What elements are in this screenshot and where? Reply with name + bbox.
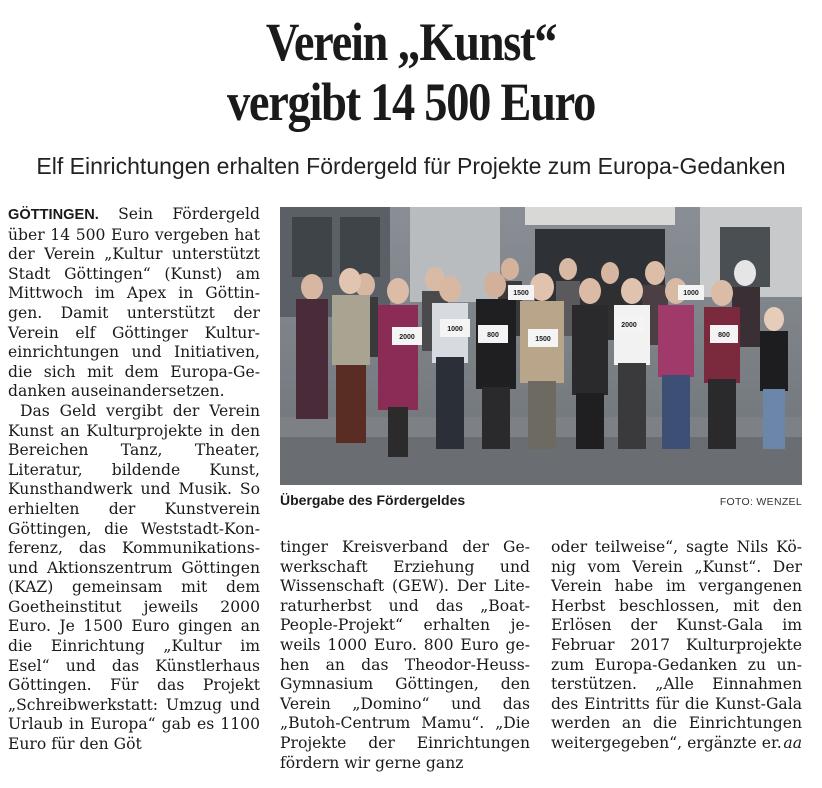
sign-label-3: 800: [487, 332, 499, 339]
sign-label-2: 1000: [447, 326, 463, 333]
article-column-1: [8, 205, 260, 755]
headline-line-1: Verein „Kunst“: [265, 12, 557, 72]
subheadline: Elf Einrichtungen erhalten Fördergeld für Projekte zum Europa-Gedanken: [36, 153, 786, 179]
sign-label-5: 1500: [513, 290, 529, 297]
article-paragraph-3: tinger Kreisverband der Gewerkschaft Erziehung und Wissenschaft (GEW). Der Literaturherbst und das „Boat-People-Projekt“ erhalten jeweils 1000 Euro. 800 Euro gehen an das Theodor-Heuss-Gymnasium Göttingen, den Verein „Domino“ und das „Butoh-Centrum Mamu“. „Die Projekte der Einrichtungen fördern wir gerne ganz: [280, 538, 530, 772]
paragraph-1-text: Sein Fördergeld über 14 500 Euro vergeben hat der Verein „Kultur unterstützt Stadt Göttingen“ (Kunst) am Mittwoch im Apex in Göttingen. Damit unterstützt der Verein elf Göttinger Kultureinrichtungen und Initiativen, die sich mit dem Europa-Gedanken auseinandersetzen.: [8, 205, 260, 401]
photo-caption: Übergabe des Fördergeldes: [280, 492, 466, 508]
sign-label-8: 1000: [683, 290, 699, 297]
sign-label-1: 2000: [399, 334, 415, 341]
headline: [58, 12, 765, 132]
headline-line-2: vergibt 14 500 Euro: [226, 72, 596, 132]
dateline: GÖTTINGEN.: [8, 207, 99, 223]
sign-label-6: 2000: [621, 322, 637, 329]
author-signature: aa: [783, 733, 802, 752]
article-paragraph-4: [551, 538, 802, 754]
photo-illustration: [280, 207, 802, 485]
article-column-2: [280, 538, 530, 773]
article-paragraph-2: Das Geld vergibt der Verein Kunst an Kulturprojekte in den Bereichen Tanz, Theater, Literatur, bildende Kunst, Kunsthandwerk und Musik. So erhielten der Kunstverein Göttingen, die Weststadt-Konferenz, das Kommunikations- und Aktionszentrum Göttingen (KAZ) gemeinsam mit dem Goetheinstitut jeweils 2000 Euro. Je 1500 Euro gingen an die Einrichtung „Kultur im Esel“ und das Künstlerhaus Göttingen. Für das Projekt „Schreibwerkstatt: Umzug und Urlaub in Europa“ gab es 1100 Euro für den Göt: [8, 401, 260, 754]
paragraph-4-text: oder teilweise“, sagte Nils König vom Verein „Kunst“. Der Verein habe im vergangenen Herbst beschlossen, mit den Erlösen der Kunst-Gala im Februar 2017 Kulturprojekte zum Europa-Gedanken zu unterstützen. „Alle Einnahmen des Eintritts für die Kunst-Gala werden an die Einrichtungen weitergegeben“, ergänzte er.: [551, 538, 802, 752]
article-column-3: [551, 538, 802, 754]
group-photo: [280, 207, 802, 485]
article-paragraph-1: [8, 205, 260, 402]
sign-label-4: 1500: [535, 336, 551, 343]
photo-credit: FOTO: WENZEL: [719, 496, 802, 508]
sign-label-7: 800: [718, 332, 730, 339]
